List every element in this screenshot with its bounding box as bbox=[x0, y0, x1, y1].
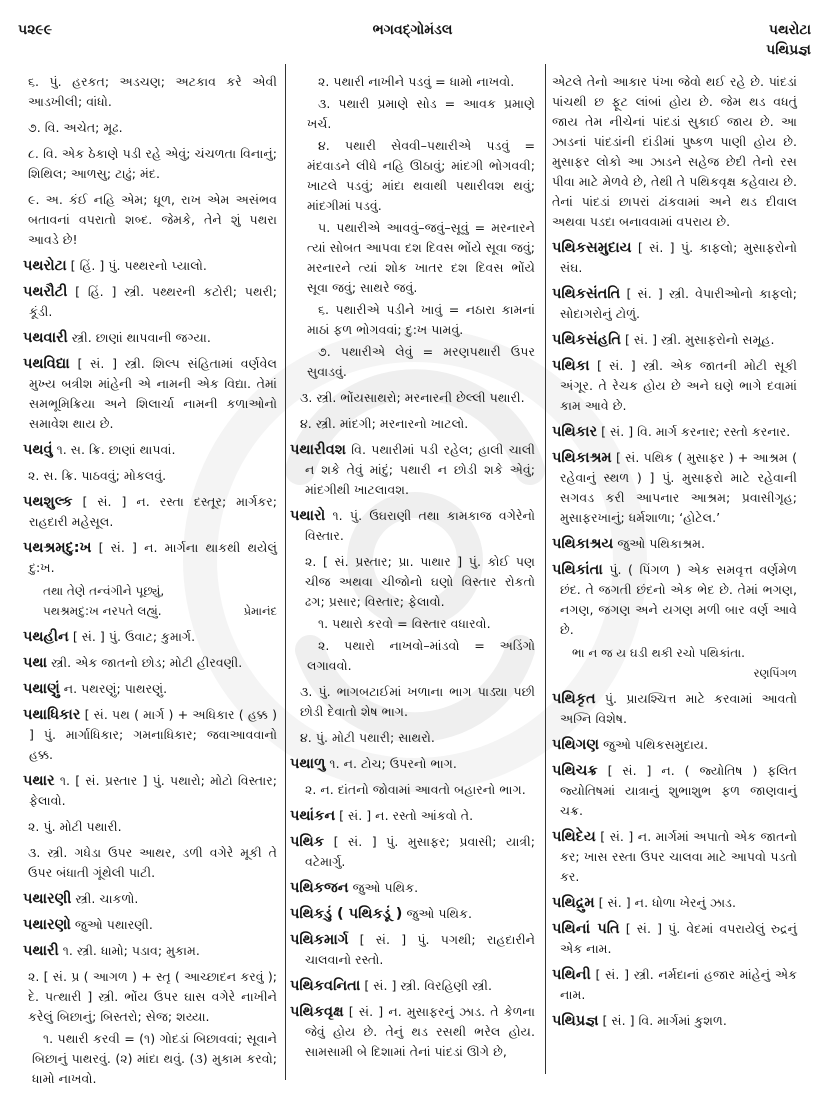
definition: [ સં. ] પું. મુસાફર; પ્રવાસી; યાત્રી; વટેમાર્ગુ. bbox=[305, 834, 535, 869]
dictionary-entry bbox=[23, 653, 277, 673]
cross-reference: જુઓ પથિકાશ્રમ. bbox=[617, 536, 706, 551]
dictionary-entry bbox=[23, 282, 277, 322]
headword: પથશુલ્ક bbox=[23, 494, 73, 510]
headword: પથિકાશ્રમ bbox=[552, 450, 612, 466]
headword: પથા bbox=[23, 655, 48, 671]
headword: પથારો bbox=[290, 508, 326, 524]
definition: ૧. [ સં. પ્રસ્તાર ] પું. પથારો; મોટો વિસ્તાર; ફેલાવો. bbox=[29, 773, 277, 808]
cross-reference: જુઓ પથિક. bbox=[352, 880, 419, 895]
dictionary-entry bbox=[552, 534, 797, 554]
headword: પથિકસંતતિ bbox=[552, 286, 621, 302]
definition: [ હિં. ] પું. પથ્થરનો પ્યાલો. bbox=[70, 258, 207, 273]
sense: ૪. પું. મોટી પથારી; સાથરો. bbox=[300, 730, 435, 745]
definition: ૧. ન. ટોચ; ઉપરનો ભાગ. bbox=[329, 756, 457, 771]
dictionary-entry bbox=[23, 627, 277, 647]
definition: [ સં. ] ન. રસ્તા દસ્તૂર; માર્ગકર; રાહદારી મહેસૂલ. bbox=[29, 494, 277, 529]
definition: પું. ( પિંગળ ) એક સમવૃત્ત વર્ણમેળ છંદ. તે જગતી છંદનો એક ભેદ છે. તેમાં ભગણ, નગણ, જગણ અને યગણ મળી બાર વર્ણ આવે છે. bbox=[560, 562, 797, 637]
column-3 bbox=[552, 72, 797, 1031]
idiom: ૧. પથારી કરવી = (૧) ગોદડાં બિછાવવાં; સૂવાને બિછાનું પાથરવું. (૨) માંદા થવું. (૩) મુકામ કરવો; ધામો નાખવો. bbox=[32, 1031, 277, 1086]
dictionary-entry bbox=[552, 1011, 797, 1031]
dictionary-entry bbox=[552, 965, 797, 1005]
headword: પથિની bbox=[552, 967, 591, 983]
definition: [ સં. ] ન. ધોળા ખેરનું ઝાડ. bbox=[598, 895, 736, 910]
definition: [ સં. ] ન. રસ્તો આંકવો તે. bbox=[339, 808, 474, 823]
definition: [ સં. ] પું. ઉવાટ; કુમાર્ગ. bbox=[72, 629, 196, 644]
definition: [ સં. ] પું. કાફલો; મુસાફરોનો સંઘ. bbox=[560, 240, 797, 275]
sense: ૪. સ્ત્રી. માંદગી; મરનારનો ખાટલો. bbox=[300, 416, 469, 431]
headword: પથાળુ bbox=[290, 756, 326, 772]
definition: પું. પ્રાયશ્ચિત્ત માટે કરવામાં આવતો અગ્નિ વિશેષ. bbox=[560, 691, 797, 726]
definition: ૧. સ. ક્રિ. છાણાં થાપવાં. bbox=[56, 442, 176, 457]
headword: પથિકાંતા bbox=[552, 562, 603, 578]
dictionary-entry bbox=[23, 354, 277, 434]
headword: પથિકાર bbox=[552, 424, 598, 440]
definition: [ સં. ] સ્ત્રી. એક જાતની મોટી સૂકી અંગૂર. તે રેચક હોય છે અને ઘણે ભાગે દવામાં કામ આવે છે. bbox=[560, 358, 797, 413]
dictionary-entry bbox=[290, 806, 535, 826]
headword: પથવારી bbox=[23, 330, 68, 346]
headword: પથિકૃત bbox=[552, 691, 596, 707]
book-title: ભગવદ્ગોમંડલ bbox=[372, 22, 453, 38]
quote-line: ભા ન જ ય ઘડી થકી રચો પથિકાંતા. bbox=[572, 646, 745, 660]
definition: [ હિં. ] સ્ત્રી. પથ્થરની કટોરી; પથરી; કૂંડી. bbox=[29, 284, 277, 319]
cross-reference: જુઓ પથિક. bbox=[406, 906, 472, 921]
dictionary-entry bbox=[23, 771, 277, 811]
idiom: ૬. પથારીએ પડીને ખાવું = નઠારા કામનાં માઠાં ફળ ભોગવવાં; દુ:ખ પામવું. bbox=[307, 302, 535, 337]
sense: ૨. પું. મોટી પથારી. bbox=[28, 819, 122, 834]
headword: પથિકમાર્ગ bbox=[290, 932, 349, 948]
definition: વિ. પથારીમાં પડી રહેલ; હાલી ચાલી ન શકે તેવું માંદું; પથારી ન છોડી શકે એવું; માંદગીથી ખાટલાવશ. bbox=[305, 442, 535, 497]
idiom: ૪. પથારી સેવવી–પથારીએ પડવું = મંદવાડને લીધે નહિ ઊઠાવું; માંદગી ભોગવવી; ખાટલે પડવું; માંદા થવાથી પથારીવશ થવું; માંદગીમાં પડવું. bbox=[307, 138, 535, 213]
dictionary-entry bbox=[552, 919, 797, 959]
dictionary-entry bbox=[552, 735, 797, 755]
dictionary-entry bbox=[290, 754, 535, 774]
definition: ૧. પું. ઉઘરાણી તથા કામકાજ વગેરેનો વિસ્તાર. bbox=[305, 508, 535, 543]
headword: પથિગણ bbox=[552, 737, 600, 753]
definition: સ્ત્રી. ચાકળો. bbox=[75, 891, 139, 906]
guide-word-first: પથરોટા bbox=[768, 22, 811, 38]
headword: પથિદેય bbox=[552, 829, 596, 845]
dictionary-entry bbox=[23, 538, 277, 578]
definition: [ સં. ] પું. વેદમાં વપરાયેલું રુદ્રનું એક નામ. bbox=[560, 921, 797, 956]
headword: પથિકસમુદાય bbox=[552, 240, 632, 256]
dictionary-entry bbox=[290, 506, 535, 546]
headword: પથિક bbox=[290, 834, 325, 850]
definition: [ સં. પથિક ( મુસાફર ) + આશ્રમ ( રહેવાનું સ્થળ ) ] પું. મુસાફરો માટે રહેવાની સગવડ કરી આપનાર આશ્રમ; પ્રવાસીગૃહ; મુસાફરખાનું; ધર્મશાળા; ‘હોટેલ.’ bbox=[560, 450, 797, 525]
dictionary-entry bbox=[552, 560, 797, 640]
idiom: ૨. પથારી નાખીને પડવું = ધામો નાખવો. bbox=[318, 74, 515, 89]
headword: પથહીન bbox=[23, 629, 69, 645]
quotation bbox=[552, 643, 797, 683]
dictionary-entry bbox=[23, 440, 277, 460]
dictionary-entry bbox=[290, 440, 535, 500]
quote-line: પથશ્રમદુ:ખ નરપતે લહ્યું. bbox=[43, 604, 162, 618]
column-1 bbox=[23, 72, 277, 1089]
headword: પથરોટા bbox=[23, 258, 67, 274]
cross-reference: જુઓ પથિકસમુદાય. bbox=[603, 737, 709, 752]
dictionary-entry bbox=[23, 679, 277, 699]
idiom: ૧. પથારો કરવો = વિસ્તાર વધારવો. bbox=[318, 616, 491, 631]
dictionary-entry bbox=[290, 878, 535, 898]
definition: [ સં. ] સ્ત્રી. વિરહિણી સ્ત્રી. bbox=[364, 978, 492, 993]
definition: ન. પથરણું; પાથરણું. bbox=[63, 681, 168, 696]
definition: [ સં. ] પું. પગથી; રાહદારીને ચાલવાનો રસ્તો. bbox=[305, 932, 536, 967]
headword: પથિકા bbox=[552, 358, 590, 374]
sense: ૬. પું. હરકત; અડચણ; અટકાવ કરે એવી આડખીલી; વાંધો. bbox=[28, 74, 277, 109]
page-number: ૫૨૯૯ bbox=[18, 22, 52, 38]
headword: પથવિદ્યા bbox=[23, 356, 70, 372]
headword: પથિનાં પતિ bbox=[552, 921, 620, 937]
sense: ૯. અ. કંઈ નહિ એમ; ધૂળ, રાખ એમ અસંભવ બતાવનાં વપરાતો શબ્દ. જેમકે, તેને શું પથરા આવડે છે! bbox=[28, 192, 277, 247]
sense: ૮. વિ. એક ઠેકાણે પડી રહે એવું; ચંચળતા વિનાનું; શિથિલ; આળસુ; ટાઢું; મંદ. bbox=[28, 146, 277, 181]
headword: પથિકસંહતિ bbox=[552, 332, 621, 348]
definition: [ સં. ] ન. ( જ્યોતિષ ) ફલિત જ્યોતિષમાં યાત્રાનું શુભાશુભ ફળ જાણવાનું ચક્ર. bbox=[560, 763, 797, 818]
headword: પથિકવૃક્ષ bbox=[290, 1004, 344, 1020]
definition: [ સં. ] ન. માર્ગમાં અપાતો એક જાતનો કર; ખાસ રસ્તા ઉપર ચાલવા માટે આપવો પડતો કર. bbox=[560, 829, 797, 884]
headword: પથિપ્રજ્ઞ bbox=[552, 1013, 599, 1029]
sense: ૨. [ સં. પ્ર ( આગળ ) + સ્તૃ ( આચ્છાદન કરવું ); દે. પત્થારી ] સ્ત્રી. ભોંય ઉપર ઘાસ વગેરે નાખીને કરેલું બિછાનું; બિસ્તરો; સેજ; શય્યા. bbox=[28, 969, 277, 1024]
dictionary-entry bbox=[290, 904, 535, 924]
sense: ૩. સ્ત્રી. ભોંયસાથરો; મરનારની છેલ્લી પથારી. bbox=[300, 390, 525, 405]
column-divider bbox=[285, 64, 286, 1080]
dictionary-entry bbox=[552, 689, 797, 729]
headword: પથારણો bbox=[23, 917, 71, 933]
headword: પથિકાશ્રય bbox=[552, 536, 614, 552]
sense: ૩. પું. ભાગબટાઈમાં ખળાના ભાગ પાડ્યા પછી છોડી દેવાતો શેષ ભાગ. bbox=[300, 684, 535, 719]
dictionary-entry bbox=[552, 827, 797, 887]
headword: પથારણી bbox=[23, 891, 72, 907]
definition: [ સં. ] વિ. માર્ગમાં કુશળ. bbox=[602, 1013, 727, 1028]
dictionary-entry bbox=[552, 238, 797, 278]
dictionary-entry bbox=[552, 448, 797, 528]
dictionary-entry bbox=[552, 284, 797, 324]
quote-source: પ્રેમાનંદ bbox=[243, 604, 277, 618]
definition: ૧. સ્ત્રી. ધામો; પડાવ; મુકામ. bbox=[62, 943, 200, 958]
definition: સ્ત્રી. એક જાતનો છોડ; મોટી હીરવણી. bbox=[51, 655, 243, 670]
definition: [ સં. ] સ્ત્રી. વેપારીઓનો કાફલો; સોદાગરોનું ટોળું. bbox=[560, 286, 797, 321]
dictionary-entry bbox=[552, 356, 797, 416]
dictionary-entry bbox=[290, 976, 535, 996]
headword: પથાર bbox=[23, 773, 55, 789]
definition: [ સં. ] સ્ત્રી. નર્મદાનાં હજાર માંહેનું એક નામ. bbox=[560, 967, 797, 1002]
headword: પથિકડું ( પથિકડૂં ) bbox=[290, 906, 403, 922]
column-2 bbox=[290, 72, 535, 1062]
dictionary-entry bbox=[23, 941, 277, 961]
sense: ૨. સ. ક્રિ. પાઠવવું; મોકલવું. bbox=[28, 468, 167, 483]
definition: [ સં. ] સ્ત્રી. મુસાફરોનો સમૂહ. bbox=[625, 332, 775, 347]
definition: [ સં. ] ન. મુસાફરનું ઝાડ. તે કેળના જેવું હોય છે. તેનું થડ રસથી ભરેલ હોય. સામસામી બે દિશામાં તેનાં પાંદડાં ઊગે છે, bbox=[305, 1004, 535, 1059]
quote-line: તથા તેણે તન્વંગીને પૂછ્યું, bbox=[43, 584, 165, 598]
dictionary-entry bbox=[290, 1002, 535, 1062]
guide-word-last: પથિપ્રજ્ઞ bbox=[766, 42, 811, 58]
dictionary-entry bbox=[290, 832, 535, 872]
headword: પથશ્રમદુ:ખ bbox=[23, 540, 92, 556]
headword: પથવું bbox=[23, 442, 53, 458]
headword: પથરૌટી bbox=[23, 284, 68, 300]
quote-line-row bbox=[43, 601, 277, 621]
continued-definition: એટલે તેનો આકાર પંખા જેવો થઈ રહે છે. પાંદડાં પાંચથી છ ફૂટ લાંબાં હોય છે. જેમ થડ વધતું જાય તેમ નીચેનાં પાંદડાં સુકાઈ જાય છે. આ ઝાડનાં પાંદડાંની દાંડીમાં પુષ્કળ પાણી હોય છે. મુસાફર લોકો આ ઝાડને સહેજ છેદી તેનો રસ પીવા માટે મેળવે છે, તેથી તે પથિકવૃક્ષ કહેવાય છે. તેનાં પાંદડાં છાપરાં ઢાંકવામાં અને થડ દીવાલ અથવા પડદા બનાવવામાં વપરાય છે. bbox=[552, 74, 797, 229]
sense: ૨. [ સં. પ્રસ્તાર; પ્રા. પાથાર ] પું. કોઈ પણ ચીજ અથવા ચીજોનો ઘણો વિસ્તાર રોકતો ઢગ; પ્રસાર; વિસ્તાર; ફેલાવો. bbox=[305, 554, 535, 609]
definition: સ્ત્રી. છાણાં થાપવાની જગ્યા. bbox=[71, 330, 211, 345]
definition: [ સં. પથ ( માર્ગ ) + અધિકાર ( હક્ક ) ] પું. માર્ગાધિકાર; ગમનાધિકાર; જવાઆવવાનો હક્ક. bbox=[29, 707, 277, 762]
dictionary-entry bbox=[23, 915, 277, 935]
sense: ૭. વિ. અચેત; મૂઢ. bbox=[28, 120, 123, 135]
headword: પથારી bbox=[23, 943, 59, 959]
dictionary-entry bbox=[552, 422, 797, 442]
headword: પથિચક્ર bbox=[552, 763, 598, 779]
guide-words bbox=[766, 20, 811, 60]
dictionary-entry bbox=[23, 492, 277, 532]
idiom: ૩. પથારી પ્રમાણે સોડ = આવક પ્રમાણે ખર્ચ. bbox=[307, 96, 535, 131]
sense: ૨. ન. દાંતનો જોવામાં આવતો બહારનો ભાગ. bbox=[305, 782, 526, 797]
headword: પથાધિકાર bbox=[23, 707, 81, 723]
idiom: ૨. પથારો નાખવો–માંડવો = અડિંગો લગાવવો. bbox=[307, 638, 535, 673]
dictionary-entry bbox=[552, 893, 797, 913]
quote-source: રણપિંગળ bbox=[753, 666, 797, 680]
idiom: ૭. પથારીએ લેવું = મરણપથારી ઉપર સુવાડવું. bbox=[307, 344, 535, 379]
sense: ૩. સ્ત્રી. ગધેડા ઉપર આથર, ડળી વગેરે મૂકી તે ઉપર બંધાતી ગૂંથેલી પાટી. bbox=[28, 845, 277, 880]
dictionary-entry bbox=[552, 330, 797, 350]
dictionary-entry bbox=[23, 328, 277, 348]
headword: પથિકજન bbox=[290, 880, 349, 896]
definition: જુઓ પથારણી. bbox=[74, 917, 153, 932]
headword: પથિદ્રુમ bbox=[552, 895, 595, 911]
definition: [ સં. ] ન. માર્ગના થાકથી થયેલું દુ:ખ. bbox=[29, 540, 277, 575]
definition: [ સં. ] સ્ત્રી. શિલ્પ સંહિતામાં વર્ણવેલ મુખ્ય બત્રીશ માંહેની એ નામની એક વિદ્યા. તેમાં સમભૂમિક્રિયા અને શિલાર્ચા નામની કળાઓનો સમાવેશ થાય છે. bbox=[29, 356, 277, 431]
headword: પથારીવશ bbox=[290, 442, 346, 458]
idiom: ૫. પથારીએ આવવું–જવું–સૂવું = મરનારને ત્યાં સોબત આપવા દશ દિવસ ભોંયે સૂવા જવું; મરનારને ત્યાં શોક ખાતર દશ દિવસ ભોંયે સૂવા જવું; સાથરે જવું. bbox=[307, 220, 535, 295]
column-divider bbox=[545, 64, 546, 1074]
dictionary-entry bbox=[552, 761, 797, 821]
definition: [ સં. ] વિ. માર્ગ કરનાર; રસ્તો કરનાર. bbox=[601, 424, 791, 439]
quotation bbox=[23, 581, 277, 621]
dictionary-entry bbox=[23, 889, 277, 909]
headword: પથાંકન bbox=[290, 808, 336, 824]
dictionary-entry bbox=[23, 705, 277, 765]
headword: પથિકવનિતા bbox=[290, 978, 361, 994]
headword: પથાણું bbox=[23, 681, 60, 697]
dictionary-entry bbox=[23, 256, 277, 276]
dictionary-entry bbox=[290, 930, 535, 970]
